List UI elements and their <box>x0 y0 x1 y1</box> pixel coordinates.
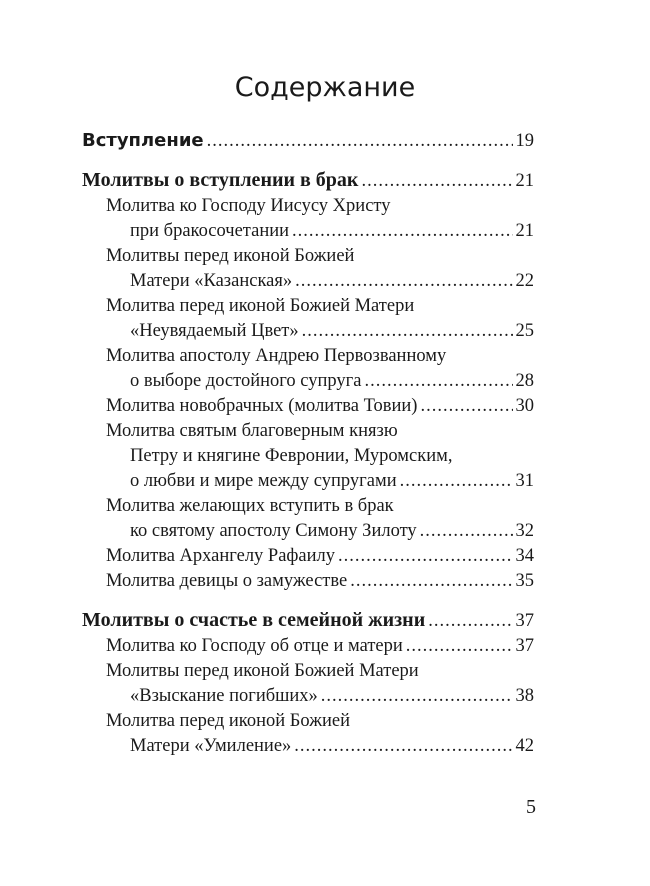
toc-entry-last-row <box>82 319 534 344</box>
toc-entry-text: Молитва девицы о замужестве <box>106 571 348 591</box>
toc-entry-last-row <box>82 219 534 244</box>
toc-entry-text: Матери «Умиление» <box>130 736 292 756</box>
toc-heading-row[interactable] <box>82 608 534 634</box>
toc-heading: Молитвы о счастье в семейной жизни <box>82 609 426 631</box>
toc-entry-text: Матери «Казанская» <box>130 271 293 291</box>
toc-entry[interactable] <box>82 419 534 494</box>
toc-section-introduction <box>82 128 534 154</box>
toc-page-number: 25 <box>515 321 534 341</box>
toc-page-number: 37 <box>515 611 534 631</box>
toc-entry[interactable] <box>82 344 534 394</box>
toc-leader-dots <box>420 519 513 544</box>
toc-leader-dots <box>420 394 512 419</box>
toc-leader-dots <box>406 634 513 659</box>
toc-entry-line: Молитва перед иконой Божией Матери <box>106 296 415 316</box>
toc-entry-line: Молитва святым благоверным князю <box>106 421 398 441</box>
toc-leader-dots <box>292 219 512 244</box>
toc-leader-dots <box>361 169 512 194</box>
toc-entry-line: Молитва ко Господу Иисусу Христу <box>106 196 391 216</box>
toc-entry-text: о любви и мире между супругами <box>130 471 397 491</box>
toc-entry-last-row <box>82 544 534 569</box>
toc-entry-line: Молитва желающих вступить в брак <box>106 496 394 516</box>
toc-page-number: 42 <box>515 736 534 756</box>
toc-heading: Молитвы о вступлении в брак <box>82 169 359 191</box>
toc-entry[interactable] <box>82 494 534 544</box>
toc-page-number: 38 <box>515 686 534 706</box>
toc-entry-last-row <box>82 734 534 759</box>
toc-heading-row[interactable] <box>82 128 534 154</box>
page-title: Содержание <box>234 72 416 103</box>
toc-entry[interactable] <box>82 709 534 759</box>
toc-leader-dots <box>302 319 513 344</box>
toc-entry-last-row <box>82 634 534 659</box>
toc-entry-text: Молитва Архангелу Рафаилу <box>106 546 336 566</box>
toc-entry-text: Молитва новобрачных (молитва Товии) <box>106 396 418 416</box>
toc-entry-line: Молитва перед иконой Божией <box>106 711 350 731</box>
toc-entry-last-row <box>82 519 534 544</box>
toc-leader-dots <box>338 544 512 569</box>
toc-page-number: 37 <box>515 636 534 656</box>
toc-page-number: 28 <box>515 371 534 391</box>
toc-page-number: 35 <box>515 571 534 591</box>
toc-entry-last-row <box>82 569 534 594</box>
toc-entry[interactable] <box>82 294 534 344</box>
toc-leader-dots <box>295 269 512 294</box>
toc-entry-last-row <box>82 394 534 419</box>
toc-entry[interactable] <box>82 544 534 569</box>
toc-entry-last-row <box>82 684 534 709</box>
toc-entry-line: Петру и княгине Февронии, Муромским, <box>130 446 453 466</box>
toc-heading-row[interactable] <box>82 168 534 194</box>
toc-entry-last-row <box>82 469 534 494</box>
toc-leader-dots <box>364 369 512 394</box>
toc-entry-text: «Взыскание погибших» <box>130 686 318 706</box>
toc-leader-dots <box>350 569 512 594</box>
toc-entry-text: о выборе достойного супруга <box>130 371 362 391</box>
toc-section-family-life <box>82 608 534 759</box>
toc-page-number: 32 <box>515 521 534 541</box>
toc-entry-line: Молитва апостолу Андрею Первозванному <box>106 346 447 366</box>
toc-page-number: 30 <box>515 396 534 416</box>
toc-leader-dots <box>321 684 513 709</box>
toc-entry-line: Молитвы перед иконой Божией <box>106 246 355 266</box>
toc-entry-text: «Неувядаемый Цвет» <box>130 321 299 341</box>
toc-entry-line: Молитвы перед иконой Божией Матери <box>106 661 419 681</box>
page-number: 5 <box>526 796 536 818</box>
toc-leader-dots <box>400 469 513 494</box>
toc-entry-text: при бракосочетании <box>130 221 290 241</box>
toc-heading: Вступление <box>82 130 204 151</box>
toc-page-number: 22 <box>515 271 534 291</box>
toc-page-number: 31 <box>515 471 534 491</box>
toc-entry[interactable] <box>82 659 534 709</box>
toc-page-number: 21 <box>515 221 534 241</box>
toc-section-marriage <box>82 168 534 594</box>
toc-entry-last-row <box>82 369 534 394</box>
toc-leader-dots <box>207 129 513 154</box>
toc-entry[interactable] <box>82 244 534 294</box>
toc-entry[interactable] <box>82 634 534 659</box>
table-of-contents <box>82 128 534 773</box>
toc-page-number: 19 <box>515 131 534 151</box>
toc-page-number: 21 <box>515 171 534 191</box>
toc-entry[interactable] <box>82 194 534 244</box>
toc-leader-dots <box>428 609 512 634</box>
toc-page-number: 34 <box>515 546 534 566</box>
toc-entry[interactable] <box>82 394 534 419</box>
toc-entry[interactable] <box>82 569 534 594</box>
toc-entry-text: Молитва ко Господу об отце и матери <box>106 636 403 656</box>
toc-entry-last-row <box>82 269 534 294</box>
toc-leader-dots <box>294 734 512 759</box>
toc-entry-text: ко святому апостолу Симону Зилоту <box>130 521 417 541</box>
